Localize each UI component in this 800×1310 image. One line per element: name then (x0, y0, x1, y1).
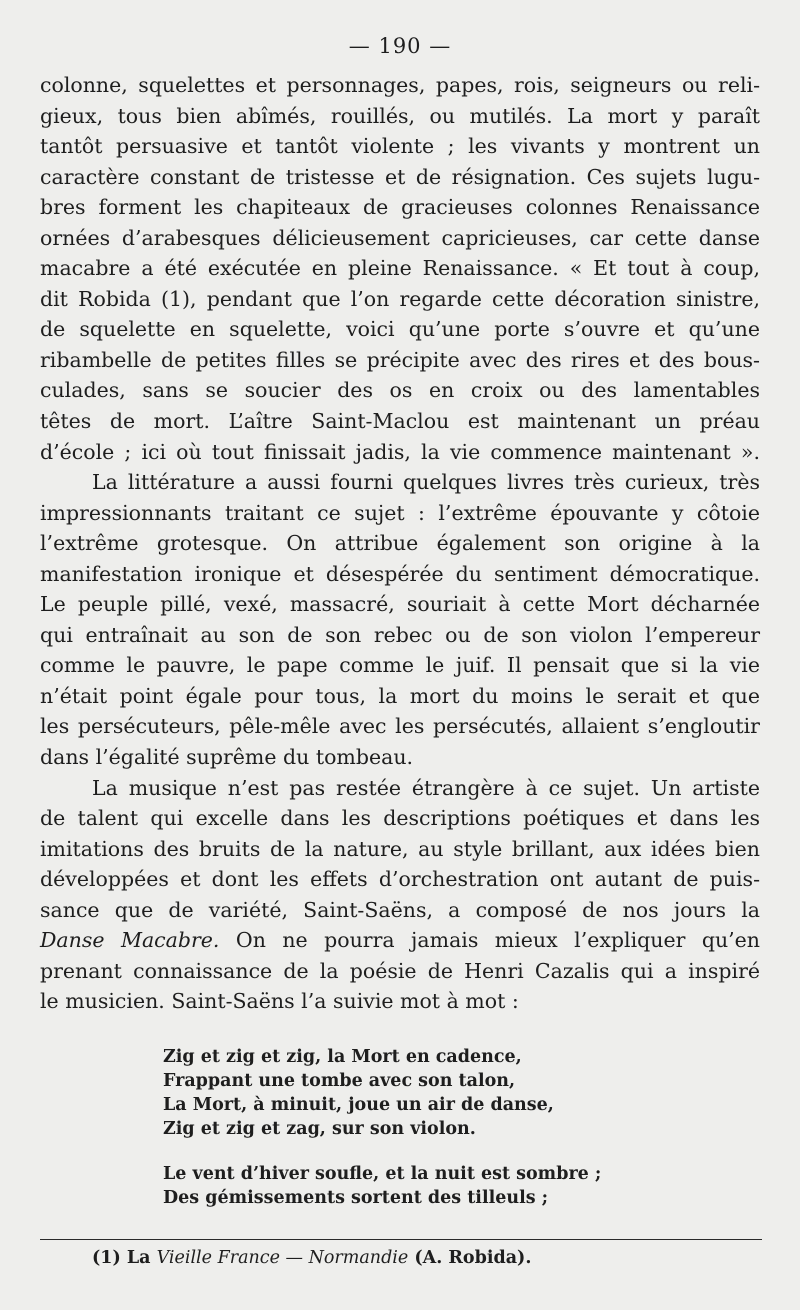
line-text: imitations des bruits de la nature, au style brillant, aux idées bien (40, 836, 760, 861)
text-line (40, 528, 760, 559)
footnote-title: Vieille France — Normandie (156, 1248, 409, 1268)
line-text: ornées d’arabesques délicieusement capricieuses, car cette danse (40, 225, 760, 250)
text-line (40, 253, 760, 284)
text-line (40, 70, 760, 101)
line-text: culades, sans se soucier des os en croix ou des lamentables (40, 378, 760, 403)
text-line (40, 375, 760, 406)
footnote (92, 1248, 531, 1268)
text-line (40, 498, 760, 529)
line-text: l’extrême grotesque. On attribue également son origine à la (40, 531, 760, 556)
text-line (40, 650, 760, 681)
line-text: ribambelle de petites filles se précipite avec des rires et des bous- (40, 347, 760, 372)
line-text: prenant connaissance de la poésie de Henri Cazalis qui a inspiré (40, 958, 760, 983)
line-text: têtes de mort. L’aître Saint-Maclou est maintenant un préau (40, 409, 760, 434)
line-text: les persécuteurs, pêle-mêle avec les persécutés, allaient s’engloutir (40, 714, 760, 739)
poem-line: Zig et zig et zig, la Mort en cadence, (163, 1047, 522, 1067)
text-line (40, 620, 760, 651)
line-text: comme le pauvre, le pape comme le juif. Il pensait que si la vie (40, 653, 760, 678)
poem-line: Des gémissements sortent des tilleuls ; (163, 1188, 549, 1208)
line-text: impressionnants traitant ce sujet : l’extrême épouvante y côtoie (40, 500, 760, 525)
text-line (40, 162, 760, 193)
text-line (40, 773, 760, 804)
line-text: bres forment les chapiteaux de gracieuses colonnes Renaissance (40, 195, 760, 220)
text-line (40, 406, 760, 437)
text-line (40, 437, 760, 468)
line-text: macabre a été exécutée en pleine Renaissance. « Et tout à coup, (40, 256, 760, 281)
text-line (40, 803, 760, 834)
text-line (40, 895, 760, 926)
line-text: La littérature a aussi fourni quelques livres très curieux, très (92, 470, 760, 495)
text-line (40, 223, 760, 254)
poem-line: Zig et zig et zag, sur son violon. (163, 1119, 476, 1139)
text-line (40, 956, 760, 987)
page-number: — 190 — (348, 34, 452, 58)
text-line (40, 467, 760, 498)
text-line (40, 681, 760, 712)
text-line (40, 711, 760, 742)
poem-line: La Mort, à minuit, joue un air de danse, (163, 1095, 554, 1115)
italic-title: Danse Macabre. (40, 928, 220, 953)
line-text: sance que de variété, Saint-Saëns, a composé de nos jours la (40, 897, 760, 922)
text-line (40, 284, 760, 315)
text-line (40, 589, 760, 620)
stanza-gap (163, 1141, 601, 1162)
line-text: dans l’égalité suprême du tombeau. (40, 745, 414, 770)
line-text: Le peuple pillé, vexé, massacré, souriait à cette Mort décharnée (40, 592, 760, 617)
line-text: On ne pourra jamais mieux l’expliquer qu’en (219, 928, 761, 953)
body-text (40, 70, 760, 1017)
line-text: tantôt persuasive et tantôt violente ; les vivants y montrent un (40, 134, 760, 159)
text-line (40, 925, 760, 956)
text-line (40, 101, 760, 132)
text-line (40, 131, 760, 162)
poem (163, 1045, 601, 1210)
line-text: qui entraînait au son de son rebec ou de son violon l’empereur (40, 622, 760, 647)
line-text: de talent qui excelle dans les descriptions poétiques et dans les (40, 806, 760, 831)
text-line (40, 345, 760, 376)
text-line (40, 192, 760, 223)
poem-line: Le vent d’hiver soufle, et la nuit est sombre ; (163, 1164, 602, 1184)
line-text: gieux, tous bien abîmés, rouillés, ou mutilés. La mort y paraît (40, 103, 760, 128)
text-line (40, 559, 760, 590)
line-text: n’était point égale pour tous, la mort du moins le serait et que (40, 683, 760, 708)
text-line (40, 742, 760, 773)
line-text: le musicien. Saint-Saëns l’a suivie mot à mot : (40, 989, 519, 1014)
line-text: de squelette en squelette, voici qu’une porte s’ouvre et qu’une (40, 317, 760, 342)
text-line (40, 864, 760, 895)
line-text: colonne, squelettes et personnages, papes, rois, seigneurs ou reli- (40, 73, 760, 97)
line-text: manifestation ironique et désespérée du sentiment démocratique. (40, 561, 760, 586)
text-line (40, 986, 760, 1017)
footnote-rule (40, 1239, 762, 1240)
poem-line: Frappant une tombe avec son talon, (163, 1071, 516, 1091)
line-text: caractère constant de tristesse et de résignation. Ces sujets lugu- (40, 164, 760, 189)
line-text: d’école ; ici où tout finissait jadis, la vie commence maintenant ». (40, 439, 760, 464)
line-text: dit Robida (1), pendant que l’on regarde cette décoration sinistre, (40, 286, 760, 311)
text-line (40, 314, 760, 345)
line-text: développées et dont les effets d’orchestration ont autant de puis- (40, 867, 760, 892)
footnote-marker: (1) La (92, 1248, 157, 1268)
footnote-source: (A. Robida). (408, 1248, 532, 1268)
text-line (40, 834, 760, 865)
line-text: La musique n’est pas restée étrangère à ce sujet. Un artiste (92, 775, 760, 800)
